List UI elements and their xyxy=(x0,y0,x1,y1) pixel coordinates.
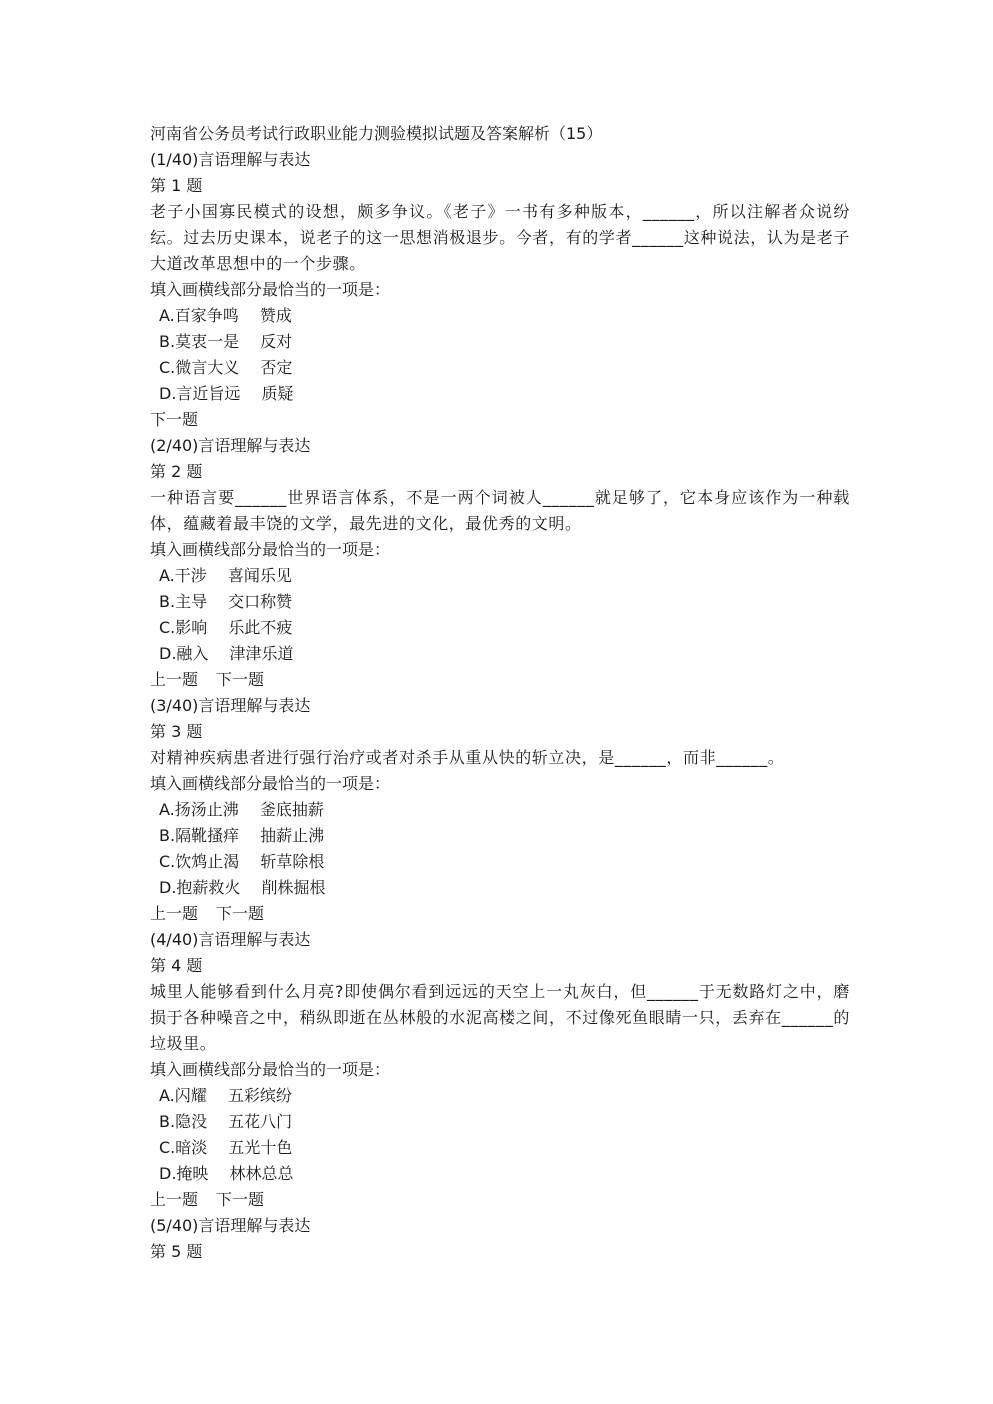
prev-question-link[interactable]: 上一题 xyxy=(150,670,199,689)
option-a[interactable]: A.干涉 喜闻乐见 xyxy=(159,566,292,585)
question-header: (5/40)言语理解与表达 xyxy=(150,1216,311,1235)
question-stem: 老子小国寡民模式的设想，颇多争议。《老子》一书有多种版本，______，所以注解者众说纷纭。过去历史课本，说老子的这一思想消极退步。今者，有的学者______这种说法，认为是老子大道改革思想中的一个步骤。 xyxy=(150,202,850,273)
option-b[interactable]: B.隐没 五花八门 xyxy=(159,1112,293,1131)
question-number: 第 3 题 xyxy=(150,722,203,741)
question-prompt: 填入画横线部分最恰当的一项是： xyxy=(150,774,391,793)
prev-question-link[interactable]: 上一题 xyxy=(150,904,199,923)
option-d[interactable]: D.掩映 林林总总 xyxy=(159,1164,294,1183)
question-block xyxy=(150,693,850,927)
document-page xyxy=(150,121,850,1265)
next-question-link[interactable]: 下一题 xyxy=(216,1190,265,1209)
option-a[interactable]: A.扬汤止沸 釜底抽薪 xyxy=(159,800,324,819)
option-d[interactable]: D.融入 津津乐道 xyxy=(159,644,294,663)
question-nav xyxy=(150,407,850,433)
question-block xyxy=(150,147,850,433)
question-block xyxy=(150,433,850,693)
next-question-link[interactable]: 下一题 xyxy=(150,410,199,429)
question-block xyxy=(150,1213,850,1265)
option-c[interactable]: C.饮鸩止渴 斩草除根 xyxy=(159,852,325,871)
question-header: (2/40)言语理解与表达 xyxy=(150,436,311,455)
prev-question-link[interactable]: 上一题 xyxy=(150,1190,199,1209)
question-block xyxy=(150,927,850,1213)
option-d[interactable]: D.抱薪救火 削株掘根 xyxy=(159,878,326,897)
next-question-link[interactable]: 下一题 xyxy=(216,904,265,923)
option-b[interactable]: B.隔靴搔痒 抽薪止沸 xyxy=(159,826,325,845)
question-prompt: 填入画横线部分最恰当的一项是： xyxy=(150,280,391,299)
question-number: 第 5 题 xyxy=(150,1242,203,1261)
question-nav xyxy=(150,1187,850,1213)
option-b[interactable]: B.莫衷一是 反对 xyxy=(159,332,293,351)
question-header: (4/40)言语理解与表达 xyxy=(150,930,311,949)
next-question-link[interactable]: 下一题 xyxy=(216,670,265,689)
option-d[interactable]: D.言近旨远 质疑 xyxy=(159,384,294,403)
option-a[interactable]: A.百家争鸣 赞成 xyxy=(159,306,292,325)
question-header: (1/40)言语理解与表达 xyxy=(150,150,311,169)
option-b[interactable]: B.主导 交口称赞 xyxy=(159,592,293,611)
option-a[interactable]: A.闪耀 五彩缤纷 xyxy=(159,1086,292,1105)
question-nav xyxy=(150,667,850,693)
question-number: 第 2 题 xyxy=(150,462,203,481)
question-nav xyxy=(150,901,850,927)
question-number: 第 4 题 xyxy=(150,956,203,975)
option-c[interactable]: C.微言大义 否定 xyxy=(159,358,293,377)
option-c[interactable]: C.暗淡 五光十色 xyxy=(159,1138,293,1157)
question-stem: 对精神疾病患者进行强行治疗或者对杀手从重从快的斩立决，是______，而非______。 xyxy=(150,748,785,767)
option-c[interactable]: C.影响 乐此不疲 xyxy=(159,618,293,637)
question-number: 第 1 题 xyxy=(150,176,203,195)
question-header: (3/40)言语理解与表达 xyxy=(150,696,311,715)
question-prompt: 填入画横线部分最恰当的一项是： xyxy=(150,1060,391,1079)
document-title: 河南省公务员考试行政职业能力测验模拟试题及答案解析（15） xyxy=(150,124,603,143)
question-stem: 城里人能够看到什么月亮?即使偶尔看到远远的天空上一丸灰白，但______于无数路灯之中，磨损于各种噪音之中，稍纵即逝在丛林般的水泥高楼之间，不过像死鱼眼睛一只，丢弃在______的垃圾里。 xyxy=(150,982,850,1053)
question-stem: 一种语言要______世界语言体系，不是一两个词被人______就足够了，它本身应该作为一种载体，蕴藏着最丰饶的文学，最先进的文化，最优秀的文明。 xyxy=(150,488,850,533)
question-prompt: 填入画横线部分最恰当的一项是： xyxy=(150,540,391,559)
